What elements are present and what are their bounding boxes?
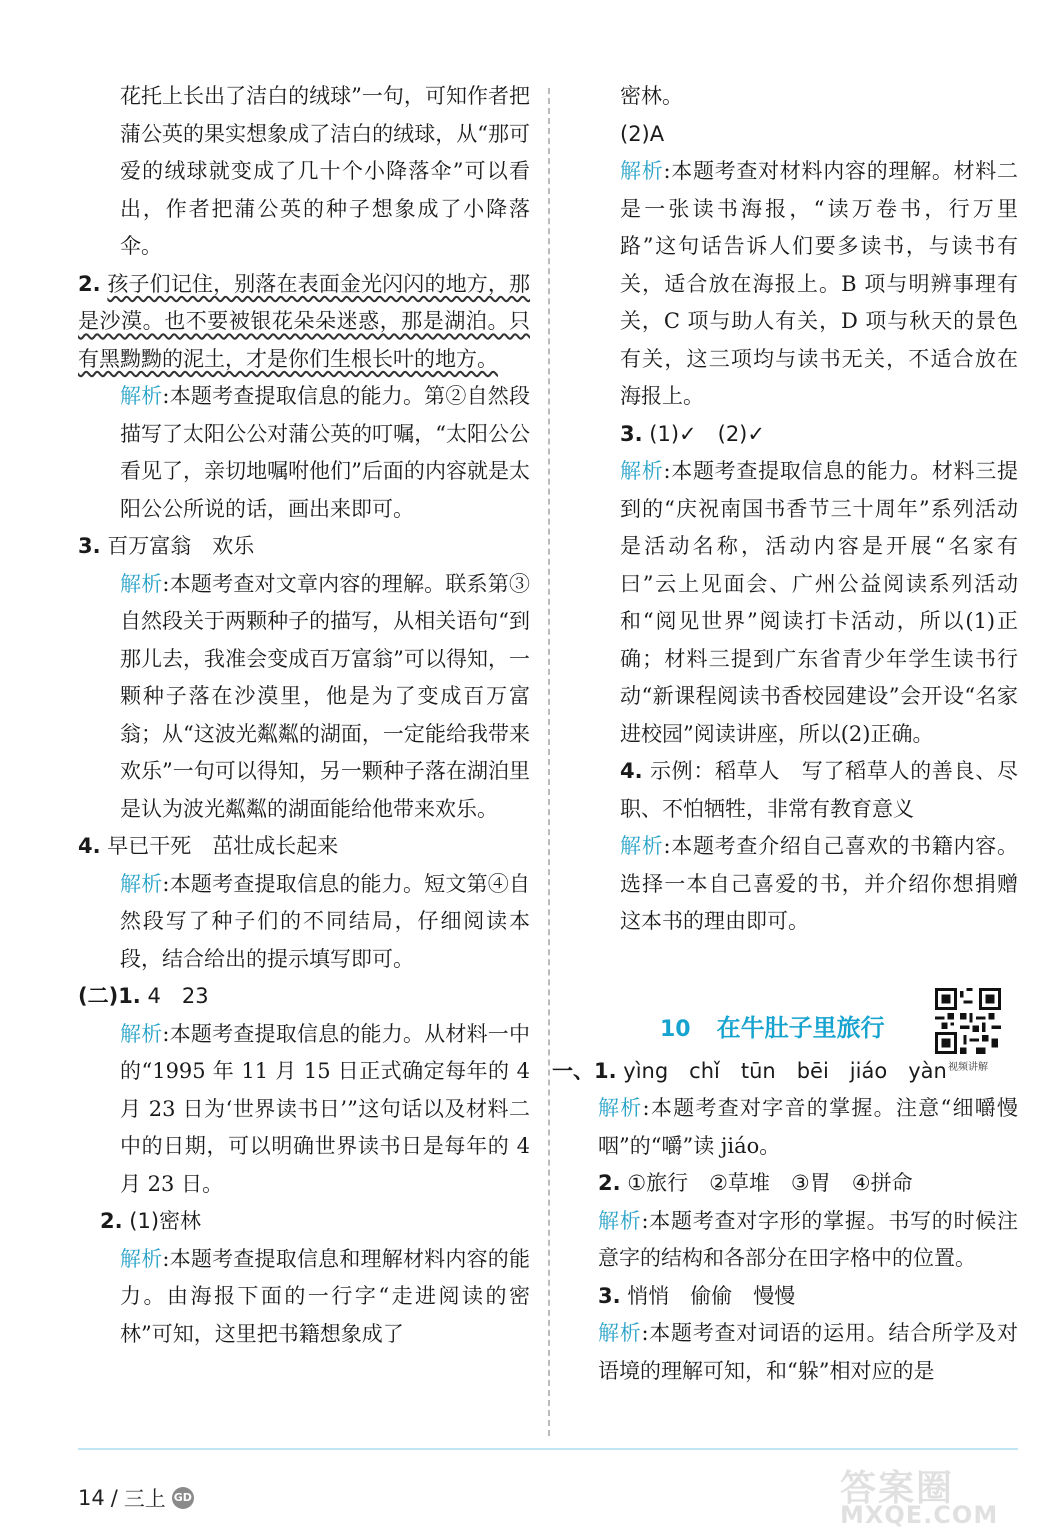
analysis-label: 解析 [620,834,664,858]
analysis-text: :本题考查提取信息的能力。材料三提到的“庆祝南国书香节三十周年”系列活动是活动名称，活动内容是开展“名家有曰”云上见面会、广州公益阅读系列活动和“阅见世界”阅读打卡活动，所以(1)正确；材料三提到广东省青少年学生读书行动“新课程阅读书香校园建设”会开设“名家进校园”阅读讲座，所以(2)正确。 [620,459,1018,746]
section-1-analysis-1 [598,1090,1018,1165]
answer-text: 4 23 [147,984,209,1008]
answer-text: (1)✓ (2)✓ [649,421,765,446]
analysis-text: :本题考查提取信息的能力。从材料一中的“1995 年 11 月 15 日正式确定每年的 4 月 23 日为‘世界读书日’”这句话以及材料二中的日期，可以明确世界读书日是每年的 4 月 23 日。 [120,1021,531,1196]
lesson-number: 10 [660,1017,691,1042]
question-number: 3. [620,421,643,446]
page-footer [78,1483,194,1513]
analysis-text: :本题考查提取信息的能力。第②自然段描写了太阳公公对蒲公英的叮嘱，“太阳公公看见了，亲切地嘱咐他们”后面的内容就是太阳公公所说的话，画出来即可。 [120,384,531,521]
question-number: 2. [100,1209,123,1233]
question-number: 4. [620,759,643,783]
qr-code-icon[interactable] [935,988,1001,1054]
section-1-question-3 [598,1278,1018,1316]
answer-text: (1)密林 [129,1209,202,1233]
question-3 [78,528,530,566]
answer-text: 早已干死 茁壮成长起来 [107,834,339,858]
analysis-3-right [598,453,1018,753]
section-1-question-2 [598,1165,1018,1203]
analysis-label: 解析 [120,384,163,408]
answer-text: 示例：稻草人 写了稻草人的善良、尽职、不怕牺牲，非常有教育意义 [620,759,1018,821]
analysis-label: 解析 [598,1321,642,1345]
question-number: 2. [598,1171,621,1195]
watermark-bottom: MXQE.COM [840,1501,999,1529]
pinyin-answer: yìng chǐ tūn bēi jiáo yàn [623,1058,947,1083]
qr-caption: 视频讲解 [948,1062,988,1073]
analysis-label: 解析 [620,459,664,483]
question-3-right [598,416,1018,454]
page-number: 14 [78,1486,105,1510]
analysis-4 [78,866,530,979]
analysis-text: :本题考查对词语的运用。结合所学及对语境的理解可知，和“躲”相对应的是 [598,1321,1018,1383]
part2-question-2 [78,1203,530,1241]
analysis-text: :本题考查对字音的掌握。注意“细嚼慢咽”的“嚼”读 jiáo。 [598,1096,1018,1158]
analysis-text: :本题考查介绍自己喜欢的书籍内容。选择一本自己喜爱的书，并介绍你想捐赠这本书的理由即可。 [620,834,1018,933]
analysis-label: 解析 [120,571,163,596]
part-heading: (二)1. [78,984,141,1008]
answer-text: 悄悄 偷偷 慢慢 [627,1283,796,1308]
analysis-2-2 [598,153,1018,416]
lesson-title [660,1008,885,1043]
right-column [552,78,1018,1390]
analysis-3 [78,566,530,829]
part-heading: 一、1. [552,1058,617,1083]
footer-rule [78,1448,1018,1450]
question-number: 2. [78,271,101,296]
analysis-text: :本题考查提取信息和理解材料内容的能力。由海报下面的一行字“走进阅读的密林”可知，这里把书籍想象成了 [120,1246,531,1346]
part2-analysis-1 [78,1016,530,1204]
analysis-label: 解析 [120,871,163,896]
answer-text: 孩子们记住，别落在表面金光闪闪的地方，那是沙漠。也不要被银花朵朵迷惑，那是湖泊。只有黑黝黝的泥土，才是你们生根长叶的地方。 [78,271,530,371]
answer-text: ①旅行 ②草堆 ③胃 ④拼命 [627,1171,913,1195]
intro-text: 花托上长出了洁白的绒球”一句，可知作者把蒲公英的果实想象成了洁白的绒球，从“那可爱的绒球就变成了几十个小降落伞”可以看出，作者把蒲公英的种子想象成了小降落伞。 [120,84,530,258]
answer-2-2: (2)A [620,121,665,146]
part2-question-1 [78,978,530,1016]
question-number: 3. [598,1283,621,1308]
region-badge-icon: GD [172,1487,194,1509]
left-column [78,78,530,1353]
analysis-text: :本题考查对文章内容的理解。联系第③自然段关于两颗种子的描写，从相关语句“到那儿去，我准会变成百万富翁”可以得知，一颗种子落在沙漠里，他是为了变成百万富翁；从“这波光粼粼的湖面，一定能给我带来欢乐”一句可以得知，另一颗种子落在湖泊里是认为波光粼粼的湖面能给他带来欢乐。 [120,571,531,821]
part2-analysis-2 [78,1241,530,1354]
question-2 [78,266,530,379]
analysis-2 [78,378,530,528]
analysis-text: :本题考查对材料内容的理解。材料二是一张读书海报，“读万卷书，行万里路”这句话告诉人们要多读书，与读书有关，适合放在海报上。B 项与明辨事理有关，C 项与助人有关，D 项与秋天的景色有关，这三项均与读书无关，不适合放在海报上。 [620,159,1018,408]
analysis-4-right [598,828,1018,941]
question-4 [78,828,530,866]
analysis-label: 解析 [598,1096,643,1120]
watermark-top: 答案圈 [840,1468,955,1509]
continued-text: 密林。 [620,84,683,108]
question-number: 3. [78,534,101,558]
analysis-label: 解析 [598,1208,642,1233]
analysis-text: :本题考查对字形的掌握。书写的时候注意字的结构和各部分在田字格中的位置。 [598,1208,1018,1270]
analysis-label: 解析 [620,159,664,183]
footer-separator: / [110,1486,118,1510]
section-1-analysis-3 [598,1315,1018,1390]
section-1-analysis-2 [598,1203,1018,1278]
question-number: 4. [78,834,101,858]
grade-label: 三上 [123,1487,166,1511]
analysis-label: 解析 [120,1021,163,1046]
analysis-text: :本题考查提取信息的能力。短文第④自然段写了种子们的不同结局，仔细阅读本段，结合给出的提示填写即可。 [120,871,531,971]
lesson-name: 在牛肚子里旅行 [716,1014,885,1042]
question-4-right [598,753,1018,828]
watermark [840,1460,1040,1530]
analysis-label: 解析 [120,1246,163,1271]
answer-text: 百万富翁 欢乐 [107,534,255,558]
column-divider [548,88,550,1436]
